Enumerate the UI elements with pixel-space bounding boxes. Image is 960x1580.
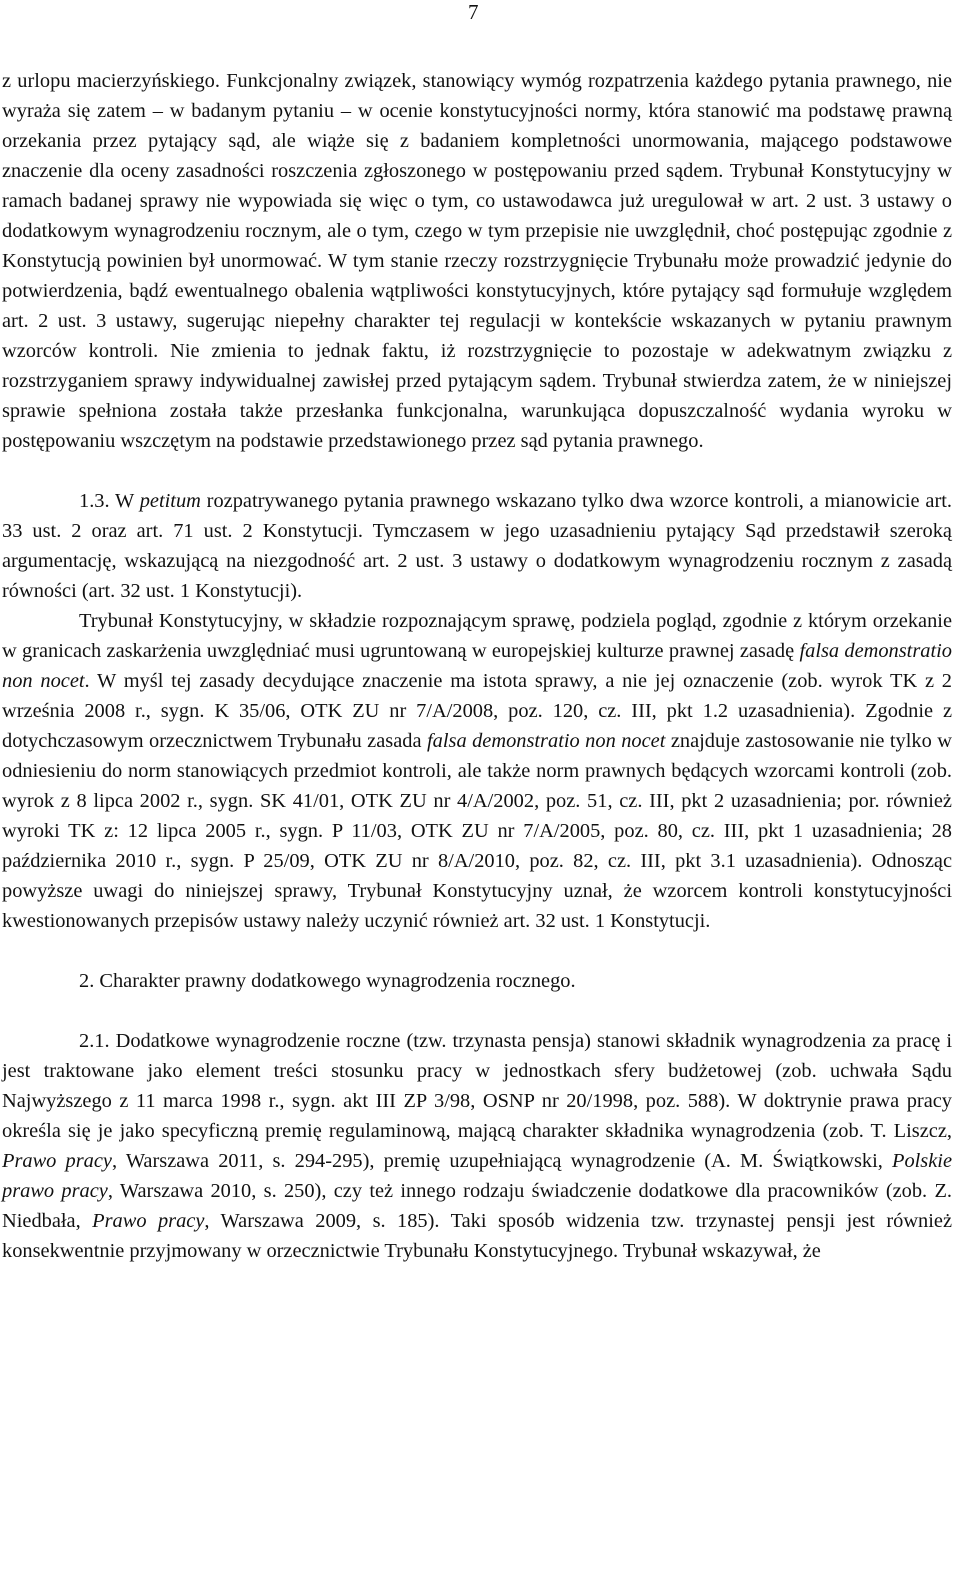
paragraph-gap — [2, 456, 952, 486]
italic-citation: Prawo pracy — [92, 1210, 205, 1232]
paragraph-continued — [2, 66, 952, 456]
page-number: 7 — [468, 0, 479, 24]
paragraph-text: znajduje zastosowanie nie tylko w odniesieniu do norm stanowiących przedmiot kontroli, ale także norm prawnych będących wzorcami kontroli (zob. wyrok z 8 lipca 2002 r., sygn. SK 41/01, OTK ZU nr 4/A/2002, poz. 51, cz. III, pkt 2 uzasadnienia; por. również wyroki TK z: 12 lipca 2005 r., sygn. P 11/03, OTK ZU nr 7/A/2005, poz. 80, cz. III, pkt 1 uzasadnienia; 28 października 2010 r., sygn. P 25/09, OTK ZU nr 8/A/2010, poz. 82, cz. III, pkt 3.1 uzasadnienia). Odnosząc powyższe uwagi do niniejszej sprawy, Trybunał Konstytucyjny uznał, że wzorcem kontroli konstytucyjności kwestionowanych przepisów ustawy należy uczynić również art. 32 ust. 1 Konstytucji. — [2, 730, 952, 932]
paragraph-text: z urlopu macierzyńskiego. Funkcjonalny związek, stanowiący wymóg rozpatrzenia każdego pytania prawnego, nie wyraża się zatem – w badanym pytaniu – w ocenie konstytucyjności normy, która stanowić ma podstawę prawną orzekania przez pytający sąd, ale wiąże się z badaniem kompletności unormowania, mającego podstawowe znaczenie dla oceny zasadności roszczenia zgłoszonego w postępowaniu przed sądem. Trybunał Konstytucyjny w ramach badanej sprawy nie wypowiada się więc o tym, co ustawodawca już uregulował w art. 2 ust. 3 ustawy o dodatkowym wynagrodzeniu rocznym, ale o tym, czego w tym przepisie nie uwzględnił, choć postępując zgodnie z Konstytucją powinien był unormować. W tym stanie rzeczy rozstrzygnięcie Trybunału może prowadzić jedynie do potwierdzenia, bądź ewentualnego obalenia wątpliwości konstytucyjnych, które pytający sąd formułuje względem art. 2 ust. 3 ustawy, sugerując niepełny charakter tej regulacji w kontekście wskazanych w pytaniu prawnym wzorców kontroli. Nie zmienia to jednak faktu, iż rozstrzygnięcie to pozostaje w adekwatnym związku z rozstrzyganiem sprawy indywidualnej zawisłej przed pytającym sądem. Trybunał stwierdza zatem, że w niniejszej sprawie spełniona została także przesłanka funkcjonalna, warunkująca dopuszczalność wydania wyroku w postępowaniu wszczętym na podstawie przedstawionego przez sąd pytania prawnego. — [2, 70, 952, 452]
italic-term: falsa demonstratio non nocet — [426, 730, 666, 752]
paragraph-gap — [2, 936, 952, 966]
italic-term: falsa demonstratio non nocet — [2, 640, 953, 692]
paragraph-text: 1.3. W — [79, 490, 140, 512]
section-heading-2 — [2, 966, 952, 996]
document-body — [2, 66, 952, 1266]
paragraph-text: . W myśl tej zasady decydujące znaczenie ma istota sprawy, a nie jej oznaczenie (zob. wyrok TK z 2 września 2008 r., sygn. K 35/06, OTK ZU nr 7/A/2008, poz. 120, cz. III, pkt 1.2 uzasadnienia). Zgodnie z dotychczasowym orzecznictwem Trybunału zasada — [2, 670, 952, 752]
italic-term: petitum — [139, 490, 201, 512]
paragraph-2-1 — [2, 1026, 952, 1266]
heading-text: 2. Charakter prawny dodatkowego wynagrodzenia rocznego. — [79, 970, 576, 992]
paragraph-text: , Warszawa 2009, s. 185). Taki sposób widzenia tzw. trzynastej pensji jest również konsekwentnie przyjmowany w orzecznictwie Trybunału Konstytucyjnego. Trybunał wskazywał, że — [2, 1210, 953, 1262]
paragraph-text: 2.1. Dodatkowe wynagrodzenie roczne (tzw. trzynasta pensja) stanowi składnik wynagrodzenia za pracę i jest traktowane jako element treści stosunku pracy w jednostkach sfery budżetowej (zob. uchwała Sądu Najwyższego z 11 marca 1998 r., sygn. akt III ZP 3/98, OSNP nr 20/1998, poz. 588). W doktrynie prawa pracy określa się je jako specyficzną premię regulaminową, mającą charakter składnika wynagrodzenia (zob. T. Liszcz, — [2, 1030, 952, 1142]
paragraph-text: rozpatrywanego pytania prawnego wskazano tylko dwa wzorce kontroli, a mianowicie art. 33 ust. 2 oraz art. 71 ust. 2 Konstytucji. Tymczasem w jego uzasadnieniu pytający Sąd przedstawił szeroką argumentację, wskazującą na niezgodność art. 2 ust. 3 ustawy o dodatkowym wynagrodzeniu rocznym z zasadą równości (art. 32 ust. 1 Konstytucji). — [2, 490, 953, 602]
paragraph-1-3 — [2, 486, 952, 606]
italic-citation: Prawo pracy — [2, 1150, 112, 1172]
paragraph-falsa-demonstratio — [2, 606, 952, 936]
paragraph-text: , Warszawa 2010, s. 250), czy też innego rodzaju świadczenie dodatkowe dla pracowników (zob. Z. Niedbała, — [2, 1180, 952, 1232]
paragraph-gap — [2, 996, 952, 1026]
italic-citation: Polskie prawo pracy — [2, 1150, 953, 1202]
paragraph-text: Trybunał Konstytucyjny, w składzie rozpoznającym sprawę, podziela pogląd, zgodnie z którym orzekanie w granicach zaskarżenia uwzględniać musi ugruntowaną w europejskiej kulturze prawnej zasadę — [2, 610, 952, 662]
paragraph-text: , Warszawa 2011, s. 294-295), premię uzupełniającą wynagrodzenie (A. M. Świątkowski, — [111, 1150, 892, 1172]
